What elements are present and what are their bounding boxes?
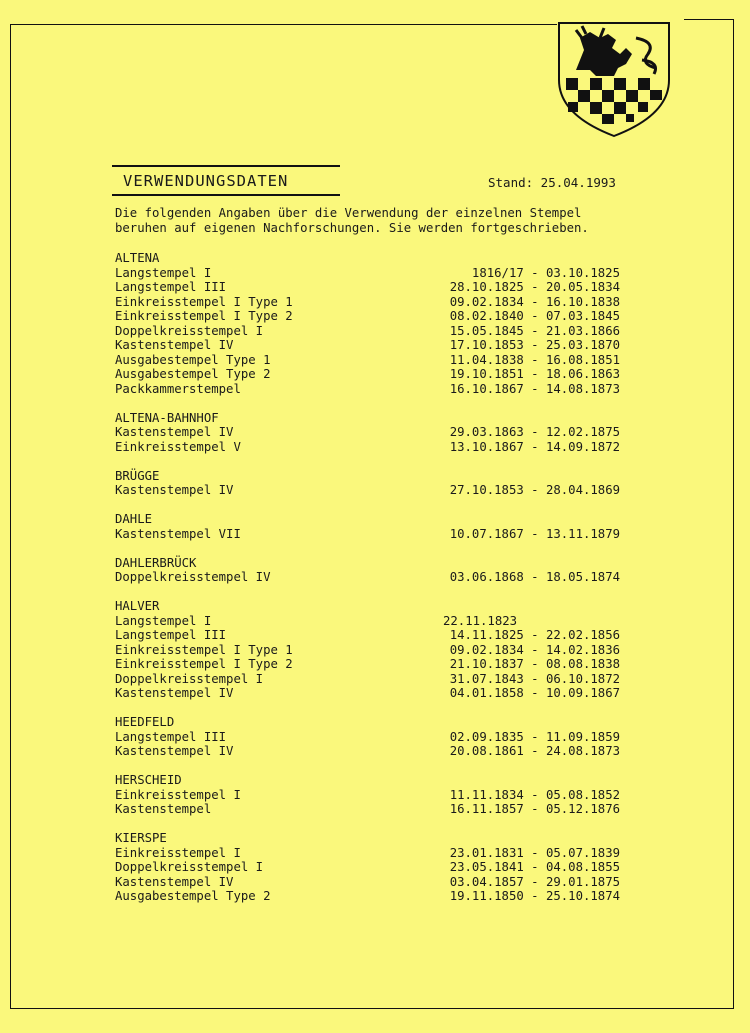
intro-paragraph <box>115 206 589 236</box>
stamp-entry-row <box>115 324 620 339</box>
frame-line-top <box>10 24 557 25</box>
stamp-name: Langstempel III <box>115 628 227 642</box>
stamp-name: Langstempel III <box>115 729 227 744</box>
stamp-entry-row <box>115 614 620 629</box>
usage-dates: 1816/17 - 03.10.1825 <box>471 265 620 280</box>
frame-line-top-right <box>684 19 734 20</box>
usage-dates: 14.11.1825 - 22.02.1856 <box>449 628 620 642</box>
usage-dates: 16.11.1857 - 05.12.1876 <box>449 802 620 816</box>
stamp-name: Ausgabestempel Type 1 <box>115 352 271 367</box>
stamp-entry-row <box>115 309 620 324</box>
stamp-name: Langstempel III <box>115 280 227 294</box>
stamp-name: Einkreisstempel I <box>115 845 241 860</box>
usage-dates: 17.10.1853 - 25.03.1870 <box>449 338 620 352</box>
frame-line-bottom <box>10 1008 734 1009</box>
stamp-entry-row <box>115 802 620 817</box>
stamp-name: Einkreisstempel I Type 2 <box>115 657 293 671</box>
stamp-entry-row <box>115 425 620 440</box>
stamp-entry-row <box>115 860 620 875</box>
stamp-name: Doppelkreisstempel I <box>115 860 264 874</box>
stamp-name: Langstempel I <box>115 265 212 280</box>
stamp-name: Einkreisstempel I Type 1 <box>115 642 293 657</box>
usage-dates: 08.02.1840 - 07.03.1845 <box>449 309 620 323</box>
place-section <box>115 831 620 904</box>
place-name: HERSCHEID <box>115 773 182 787</box>
stamp-name: Ausgabestempel Type 2 <box>115 889 271 903</box>
frame-line-left <box>10 24 11 1009</box>
page-title: VERWENDUNGSDATEN <box>123 172 289 190</box>
usage-dates: 13.10.1867 - 14.09.1872 <box>449 439 620 454</box>
usage-dates: 29.03.1863 - 12.02.1875 <box>449 425 620 439</box>
place-section <box>115 556 620 585</box>
stamp-entry-row <box>115 527 620 542</box>
stamp-entry-row <box>115 889 620 904</box>
stamp-name: Kastenstempel IV <box>115 425 234 439</box>
stamp-name: Kastenstempel IV <box>115 874 234 889</box>
stamp-name: Ausgabestempel Type 2 <box>115 367 271 381</box>
usage-dates: 23.01.1831 - 05.07.1839 <box>449 845 620 860</box>
stamp-entry-row <box>115 686 620 701</box>
stamp-entry-row <box>115 657 620 672</box>
coat-of-arms-icon <box>556 20 672 138</box>
stamp-entry-row <box>115 643 620 658</box>
stamp-entry-row <box>115 744 620 759</box>
stamp-entry-row <box>115 353 620 368</box>
place-name: DAHLE <box>115 512 153 526</box>
stamp-name: Kastenstempel IV <box>115 338 234 352</box>
stamp-entry-row <box>115 382 620 397</box>
stamp-name: Doppelkreisstempel I <box>115 323 264 338</box>
stamp-name: Langstempel I <box>115 613 212 628</box>
usage-dates: 28.10.1825 - 20.05.1834 <box>449 280 620 294</box>
stamp-entry-row <box>115 338 620 353</box>
frame-line-right <box>733 19 734 1009</box>
stamp-entry-row <box>115 483 620 498</box>
title-rule-bottom <box>112 194 340 196</box>
place-section <box>115 469 620 498</box>
stamp-name: Doppelkreisstempel I <box>115 671 264 686</box>
stamp-name: Kastenstempel IV <box>115 483 234 497</box>
usage-dates: 15.05.1845 - 21.03.1866 <box>449 323 620 338</box>
stamp-entry-row <box>115 570 620 585</box>
place-section <box>115 599 620 701</box>
intro-line: beruhen auf eigenen Nachforschungen. Sie werden fortgeschrieben. <box>115 221 589 235</box>
usage-dates: 31.07.1843 - 06.10.1872 <box>449 671 620 686</box>
usage-dates: 03.04.1857 - 29.01.1875 <box>449 874 620 889</box>
usage-dates: 09.02.1834 - 16.10.1838 <box>449 294 620 309</box>
stamp-name: Einkreisstempel I Type 2 <box>115 309 293 323</box>
place-section <box>115 715 620 759</box>
usage-dates: 20.08.1861 - 24.08.1873 <box>449 744 620 758</box>
title-rule-top <box>112 165 340 167</box>
stamp-entry-row <box>115 730 620 745</box>
stamp-entry-row <box>115 266 620 281</box>
stamp-entry-row <box>115 672 620 687</box>
stamp-name: Kastenstempel VII <box>115 526 241 541</box>
usage-dates: 21.10.1837 - 08.08.1838 <box>449 657 620 671</box>
place-name: ALTENA <box>115 251 160 265</box>
usage-dates: 04.01.1858 - 10.09.1867 <box>449 686 620 700</box>
place-name: ALTENA-BAHNHOF <box>115 410 219 425</box>
stamp-entry-row <box>115 280 620 295</box>
place-name: HALVER <box>115 599 160 613</box>
place-name: DAHLERBRÜCK <box>115 555 197 570</box>
place-section <box>115 773 620 817</box>
usage-dates: 23.05.1841 - 04.08.1855 <box>449 860 620 874</box>
usage-dates: 10.07.1867 - 13.11.1879 <box>449 526 620 541</box>
stamp-entry-row <box>115 875 620 890</box>
title-block <box>112 165 340 197</box>
stamp-entry-row <box>115 295 620 310</box>
place-name: HEEDFELD <box>115 715 175 729</box>
stamp-entry-row <box>115 846 620 861</box>
usage-dates: 27.10.1853 - 28.04.1869 <box>449 483 620 497</box>
place-section <box>115 512 620 541</box>
place-name: KIERSPE <box>115 831 167 845</box>
place-section <box>115 251 620 396</box>
usage-dates: 19.10.1851 - 18.06.1863 <box>449 367 620 381</box>
usage-dates: 19.11.1850 - 25.10.1874 <box>449 889 620 903</box>
stamp-name: Einkreisstempel I <box>115 787 241 802</box>
intro-line: Die folgenden Angaben über die Verwendung der einzelnen Stempel <box>115 206 582 220</box>
usage-dates: 16.10.1867 - 14.08.1873 <box>449 381 620 396</box>
stamp-name: Packkammerstempel <box>115 381 241 396</box>
stamp-usage-list <box>115 251 620 918</box>
usage-dates: 22.11.1823 <box>443 613 518 628</box>
stamp-name: Einkreisstempel I Type 1 <box>115 294 293 309</box>
place-section <box>115 411 620 455</box>
place-name: BRÜGGE <box>115 468 160 483</box>
stamp-entry-row <box>115 367 620 382</box>
stamp-name: Kastenstempel <box>115 802 212 816</box>
usage-dates: 11.04.1838 - 16.08.1851 <box>449 352 620 367</box>
stand-date: Stand: 25.04.1993 <box>488 175 616 190</box>
stamp-name: Doppelkreisstempel IV <box>115 570 271 584</box>
usage-dates: 03.06.1868 - 18.05.1874 <box>449 570 620 584</box>
stamp-name: Kastenstempel IV <box>115 686 234 700</box>
usage-dates: 09.02.1834 - 14.02.1836 <box>449 642 620 657</box>
usage-dates: 02.09.1835 - 11.09.1859 <box>449 729 620 744</box>
stamp-entry-row <box>115 788 620 803</box>
stamp-name: Einkreisstempel V <box>115 439 241 454</box>
stamp-entry-row <box>115 440 620 455</box>
stamp-name: Kastenstempel IV <box>115 744 234 758</box>
usage-dates: 11.11.1834 - 05.08.1852 <box>449 787 620 802</box>
stamp-entry-row <box>115 628 620 643</box>
